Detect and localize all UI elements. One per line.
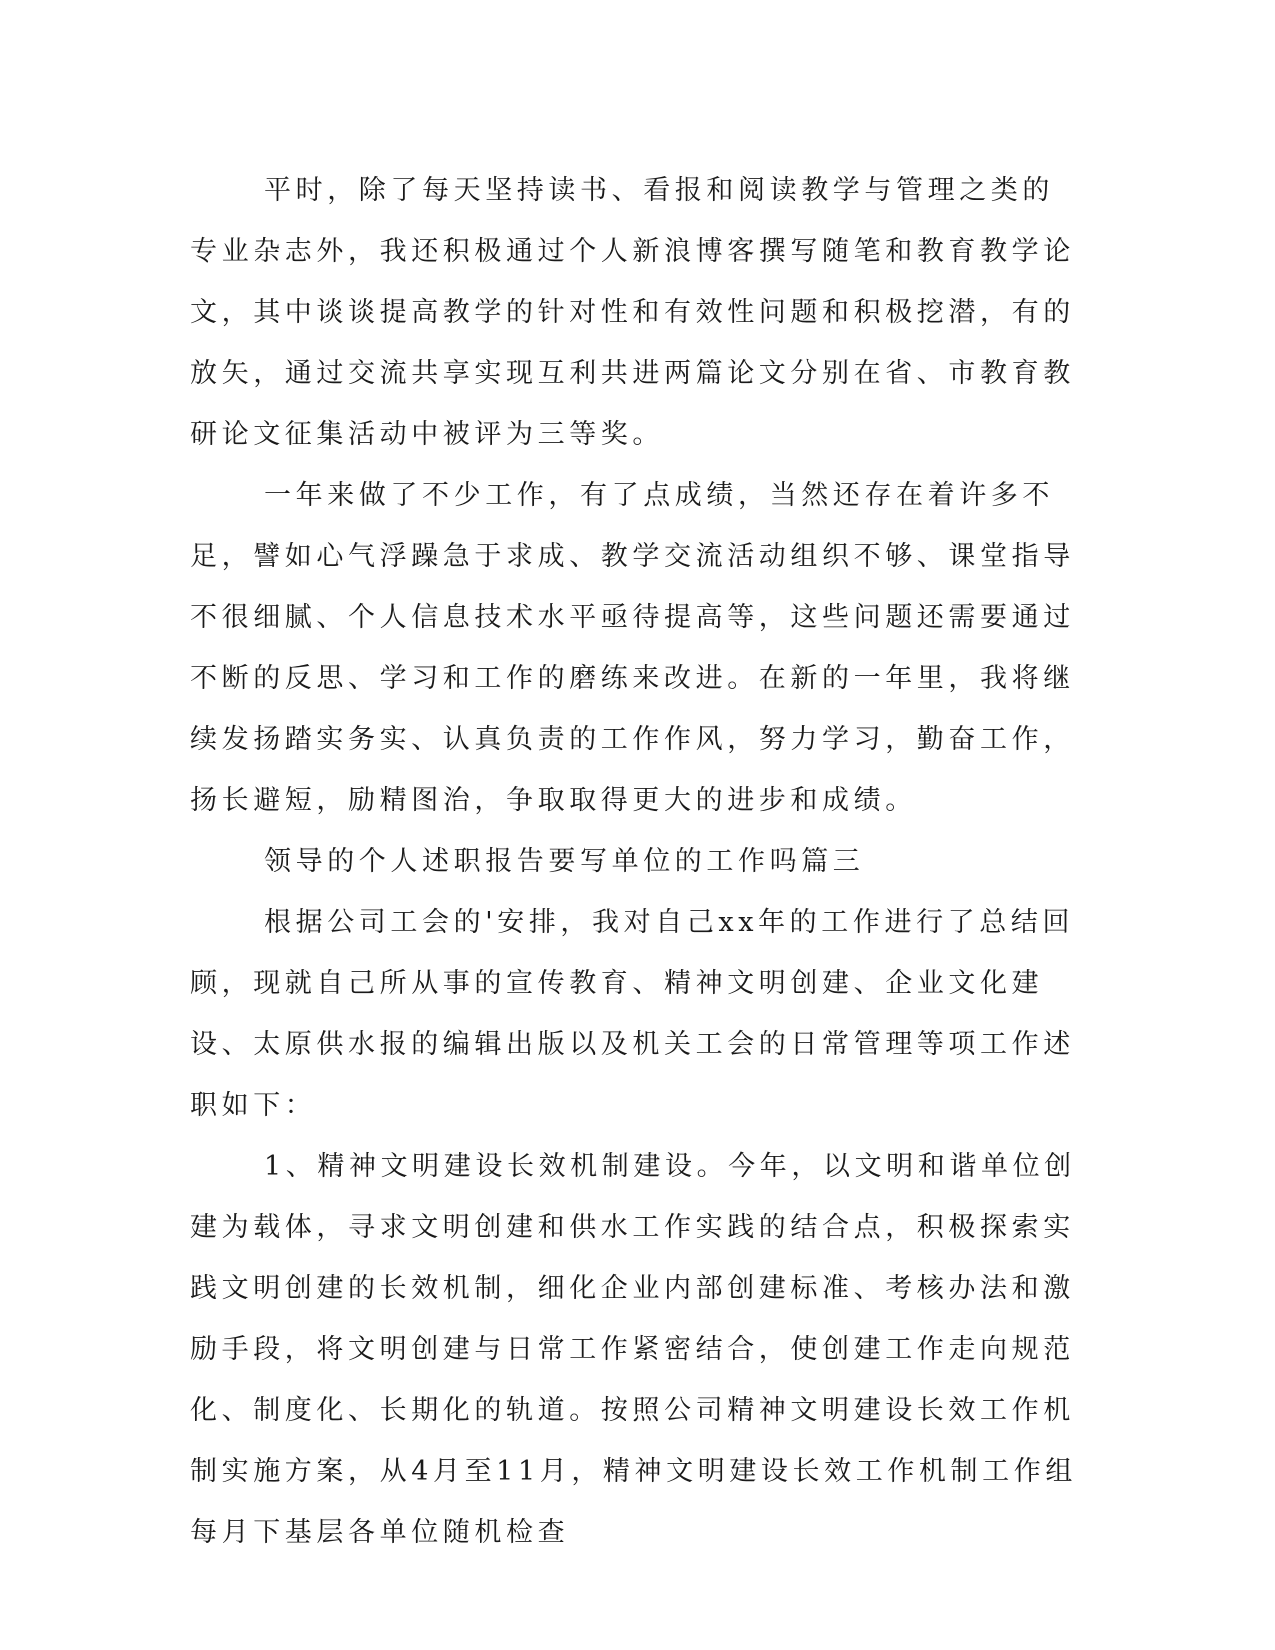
section-heading: 领导的个人述职报告要写单位的工作吗篇三	[264, 846, 865, 877]
paragraph-report-intro: 根据公司工会的'安排，我对自己xx年的工作进行了总结回顾，现就自己所从事的宣传教育、精神文明创建、企业文化建设、太原供水报的编辑出版以及机关工会的日常管理等项工作述职如下：	[190, 907, 1075, 1121]
document-body	[190, 160, 1080, 1563]
paragraph-civilization-mechanism: 1、精神文明建设长效机制建设。今年，以文明和谐单位创建为载体，寻求文明创建和供水工作实践的结合点，积极探索实践文明创建的长效机制，细化企业内部创建标准、考核办法和激励手段，将文明创建与日常工作紧密结合，使创建工作走向规范化、制度化、长期化的轨道。按照公司精神文明建设长效工作机制实施方案，从4月至11月，精神文明建设长效工作机制工作组每月下基层各单位随机检查	[190, 1151, 1077, 1548]
paragraph-achievements-and-shortcomings: 一年来做了不少工作，有了点成绩，当然还存在着许多不足，譬如心气浮躁急于求成、教学交流活动组织不够、课堂指导不很细腻、个人信息技术水平亟待提高等，这些问题还需要通过不断的反思、学习和工作的磨练来改进。在新的一年里，我将继续发扬踏实务实、认真负责的工作作风，努力学习，勤奋工作，扬长避短，励精图治，争取取得更大的进步和成绩。	[190, 480, 1075, 816]
paragraph-reading-and-papers: 平时，除了每天坚持读书、看报和阅读教学与管理之类的专业杂志外，我还积极通过个人新浪博客撰写随笔和教育教学论文，其中谈谈提高教学的针对性和有效性问题和积极挖潜，有的放矢，通过交流共享实现互利共进两篇论文分别在省、市教育教研论文征集活动中被评为三等奖。	[190, 175, 1075, 450]
